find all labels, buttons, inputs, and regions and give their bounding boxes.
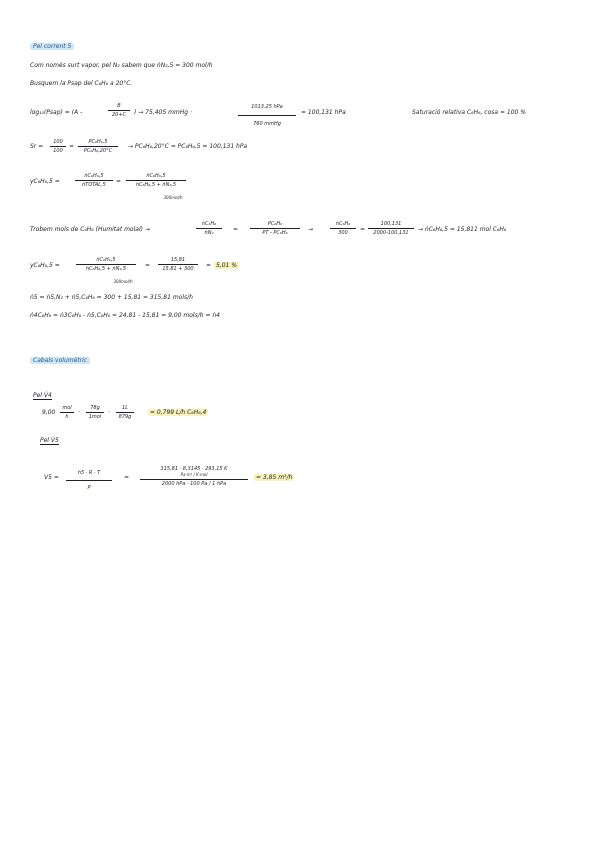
n4-balance: ṅ4C₆H₆ = ṅ3C₆H₆ - ṅ5,C₆H₆ = 24,81 - 15,81 = 9,00 mols/h = ṅ4 xyxy=(30,312,221,319)
conversion-result: = 100,131 hPa xyxy=(301,109,346,116)
y2-fraction-1: ṅC₆H₆,5 ṅC₆H₆,5 + ṅN₂,5 xyxy=(76,257,136,272)
antoine-rhs: ) → 75,405 mmHg · xyxy=(134,109,192,116)
subheading-v4: Pel V̇4 xyxy=(33,392,52,399)
y2-lhs: yC₆H₆,5 = xyxy=(30,262,60,269)
sr-eq: = xyxy=(69,143,75,150)
hm-lhs: Trobem mols de C₆H₆ (Humitat molal) → xyxy=(30,226,150,233)
v4-result: = 0,799 L/h C₆H₆,4 xyxy=(150,409,207,416)
arrow: → xyxy=(308,226,314,233)
hm-fraction-2: PC₆H₆ PT - PC₆H₆ xyxy=(250,221,300,236)
hm-fraction-4: 100,131 2000-100,131 xyxy=(368,221,414,236)
hm-fraction-1: ṅC₆H₆ ṅN₂ xyxy=(196,221,222,236)
y-underbrace-note: 300mol/h xyxy=(163,195,183,200)
section-heading-cabals: Cabals volumètric xyxy=(30,357,90,364)
hm-fraction-3: ṅC₆H₆ 300 xyxy=(330,221,356,236)
y-fraction-1: ṅC₆H₆,5 ṅTOTAL,5 xyxy=(75,173,113,188)
y2-result: 5,01 % xyxy=(216,262,237,269)
v5-fraction-2: 315,81 · 8,3145 · 293,15 K Pa·m³ / K·mol 2000 hPa · 100 Pa / 1 hPa xyxy=(140,466,248,487)
antoine-fraction: B 20+C xyxy=(108,103,130,118)
text-line-psap: Busquem la Psap del C₆H₆ a 20°C. xyxy=(30,80,133,87)
n5-balance: ṅ5 = ṅ5,N₂ + ṅ5,C₆H₆ = 300 + 15,81 = 315,81 mols/h xyxy=(30,294,193,301)
conversion-fraction: 1013.25 hPa 760 mmHg xyxy=(238,104,296,127)
sr-lhs: Sr = xyxy=(30,143,44,150)
dot: · xyxy=(78,409,80,416)
sr-result: → PC₆H₆,20°C = PC₆H₆,5 = 100,131 hPa xyxy=(128,143,248,150)
hm-result: → ṅC₆H₆,5 = 15,811 mol C₆H₆ xyxy=(418,226,507,233)
equals-sign: = xyxy=(360,226,366,233)
v4-value: 9,00 xyxy=(42,409,56,416)
y-lhs: yC₆H₆,5 = xyxy=(30,178,60,185)
v4-fraction-1: mol h xyxy=(60,405,74,420)
sr-fraction-2: PC₆H₆,5 PC₆H₆,20°C xyxy=(78,139,118,154)
equals-sign: = xyxy=(206,262,212,269)
saturation-note: Saturació relativa C₆H₆, cosa = 100 % xyxy=(412,109,526,116)
antoine-lhs: log₁₀(Psap) = (A - xyxy=(30,109,83,116)
subheading-v5: Pel V̇5 xyxy=(40,437,59,444)
equals-sign: = xyxy=(233,226,239,233)
y2-underbrace-note: 300mol/h xyxy=(113,279,133,284)
text-line-n2: Com només surt vapor, pel N₂ sabem que ṅN₂,5 = 300 mol/h xyxy=(30,62,213,69)
y2-fraction-2: 15,81 15,81 + 300 xyxy=(158,257,198,272)
v4-fraction-2: 78g 1mol xyxy=(86,405,104,420)
section-heading-corrent-5: Pel corrent 5 xyxy=(30,43,74,50)
dot: · xyxy=(108,409,110,416)
sr-fraction-1: 100 100 xyxy=(50,139,66,154)
y-fraction-2: ṅC₆H₆,5 ṅC₆H₆,5 + ṅN₂,5 xyxy=(126,173,186,188)
v5-lhs: V5 = xyxy=(44,474,59,481)
v5-eq: = xyxy=(124,474,130,481)
equals-sign: = xyxy=(116,178,122,185)
v5-fraction-1: ṅ5 · R · T P xyxy=(66,470,112,491)
v4-fraction-3: 1L 879g xyxy=(116,405,134,420)
v5-result: = 3,85 m³/h xyxy=(256,474,293,481)
equals-sign: = xyxy=(145,262,151,269)
